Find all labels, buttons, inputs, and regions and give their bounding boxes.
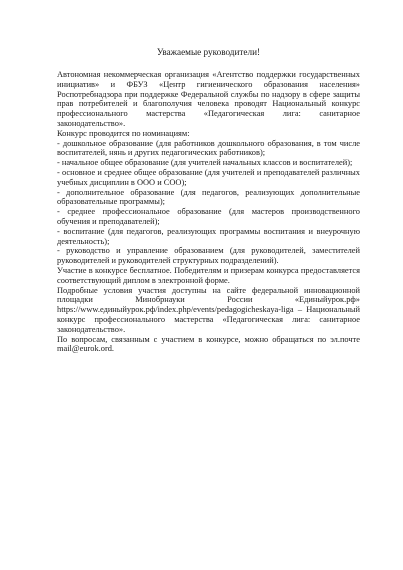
details-paragraph: Подробные условия участия доступны на сайте федеральной инновационной площадки Минобрнауки России «Единыйурок.рф» https://www.единыйурок.рф/index.php/events/pedagogicheskaya-liga – Национальный конкурс профессионального мастерства «Педагогическая лига: санитарное законодательство». xyxy=(57,285,360,334)
document-body xyxy=(57,70,360,354)
intro-paragraph: Автономная некоммерческая организация «Агентство поддержки государственных инициатив» и ФБУЗ «Центр гигиенического образования населения» Роспотребнадзора при поддержке Федеральной службы по надзору в сфере защиты прав потребителей и благополучия человека проводят Национальный конкурс профессионального мастерства «Педагогическая лига: санитарное законодательство». xyxy=(57,70,360,128)
nomination-item: - дошкольное образование (для работников дошкольного образования, в том числе воспитателей, нянь и других педагогических работников); xyxy=(57,138,360,158)
nomination-item: - дополнительное образование (для педагогов, реализующих дополнительные образовательные программы); xyxy=(57,187,360,207)
nomination-item: - руководство и управление образованием (для руководителей, заместителей руководителей и руководителей структурных подразделений). xyxy=(57,246,360,266)
document-title: Уважаемые руководители! xyxy=(156,47,261,57)
participation-paragraph: Участие в конкурсе бесплатное. Победителям и призерам конкурса предоставляется соответствующий диплом в электронной форме. xyxy=(57,265,360,285)
nominations-heading: Конкурс проводится по номинациям: xyxy=(57,128,190,138)
contact-paragraph: По вопросам, связанным с участием в конкурсе, можно обращаться по эл.почте mail@eurok.ord. xyxy=(57,334,360,354)
nomination-item: - основное и среднее общее образование (для учителей и преподавателей различных учебных дисциплин в ООО и СОО); xyxy=(57,167,360,187)
nomination-item: - воспитание (для педагогов, реализующих программы воспитания и внеурочную деятельность); xyxy=(57,226,360,246)
nomination-item: - начальное общее образование (для учителей начальных классов и воспитателей); xyxy=(57,158,353,168)
nomination-item: - среднее профессиональное образование (для мастеров производственного обучения и преподавателей); xyxy=(57,207,360,226)
